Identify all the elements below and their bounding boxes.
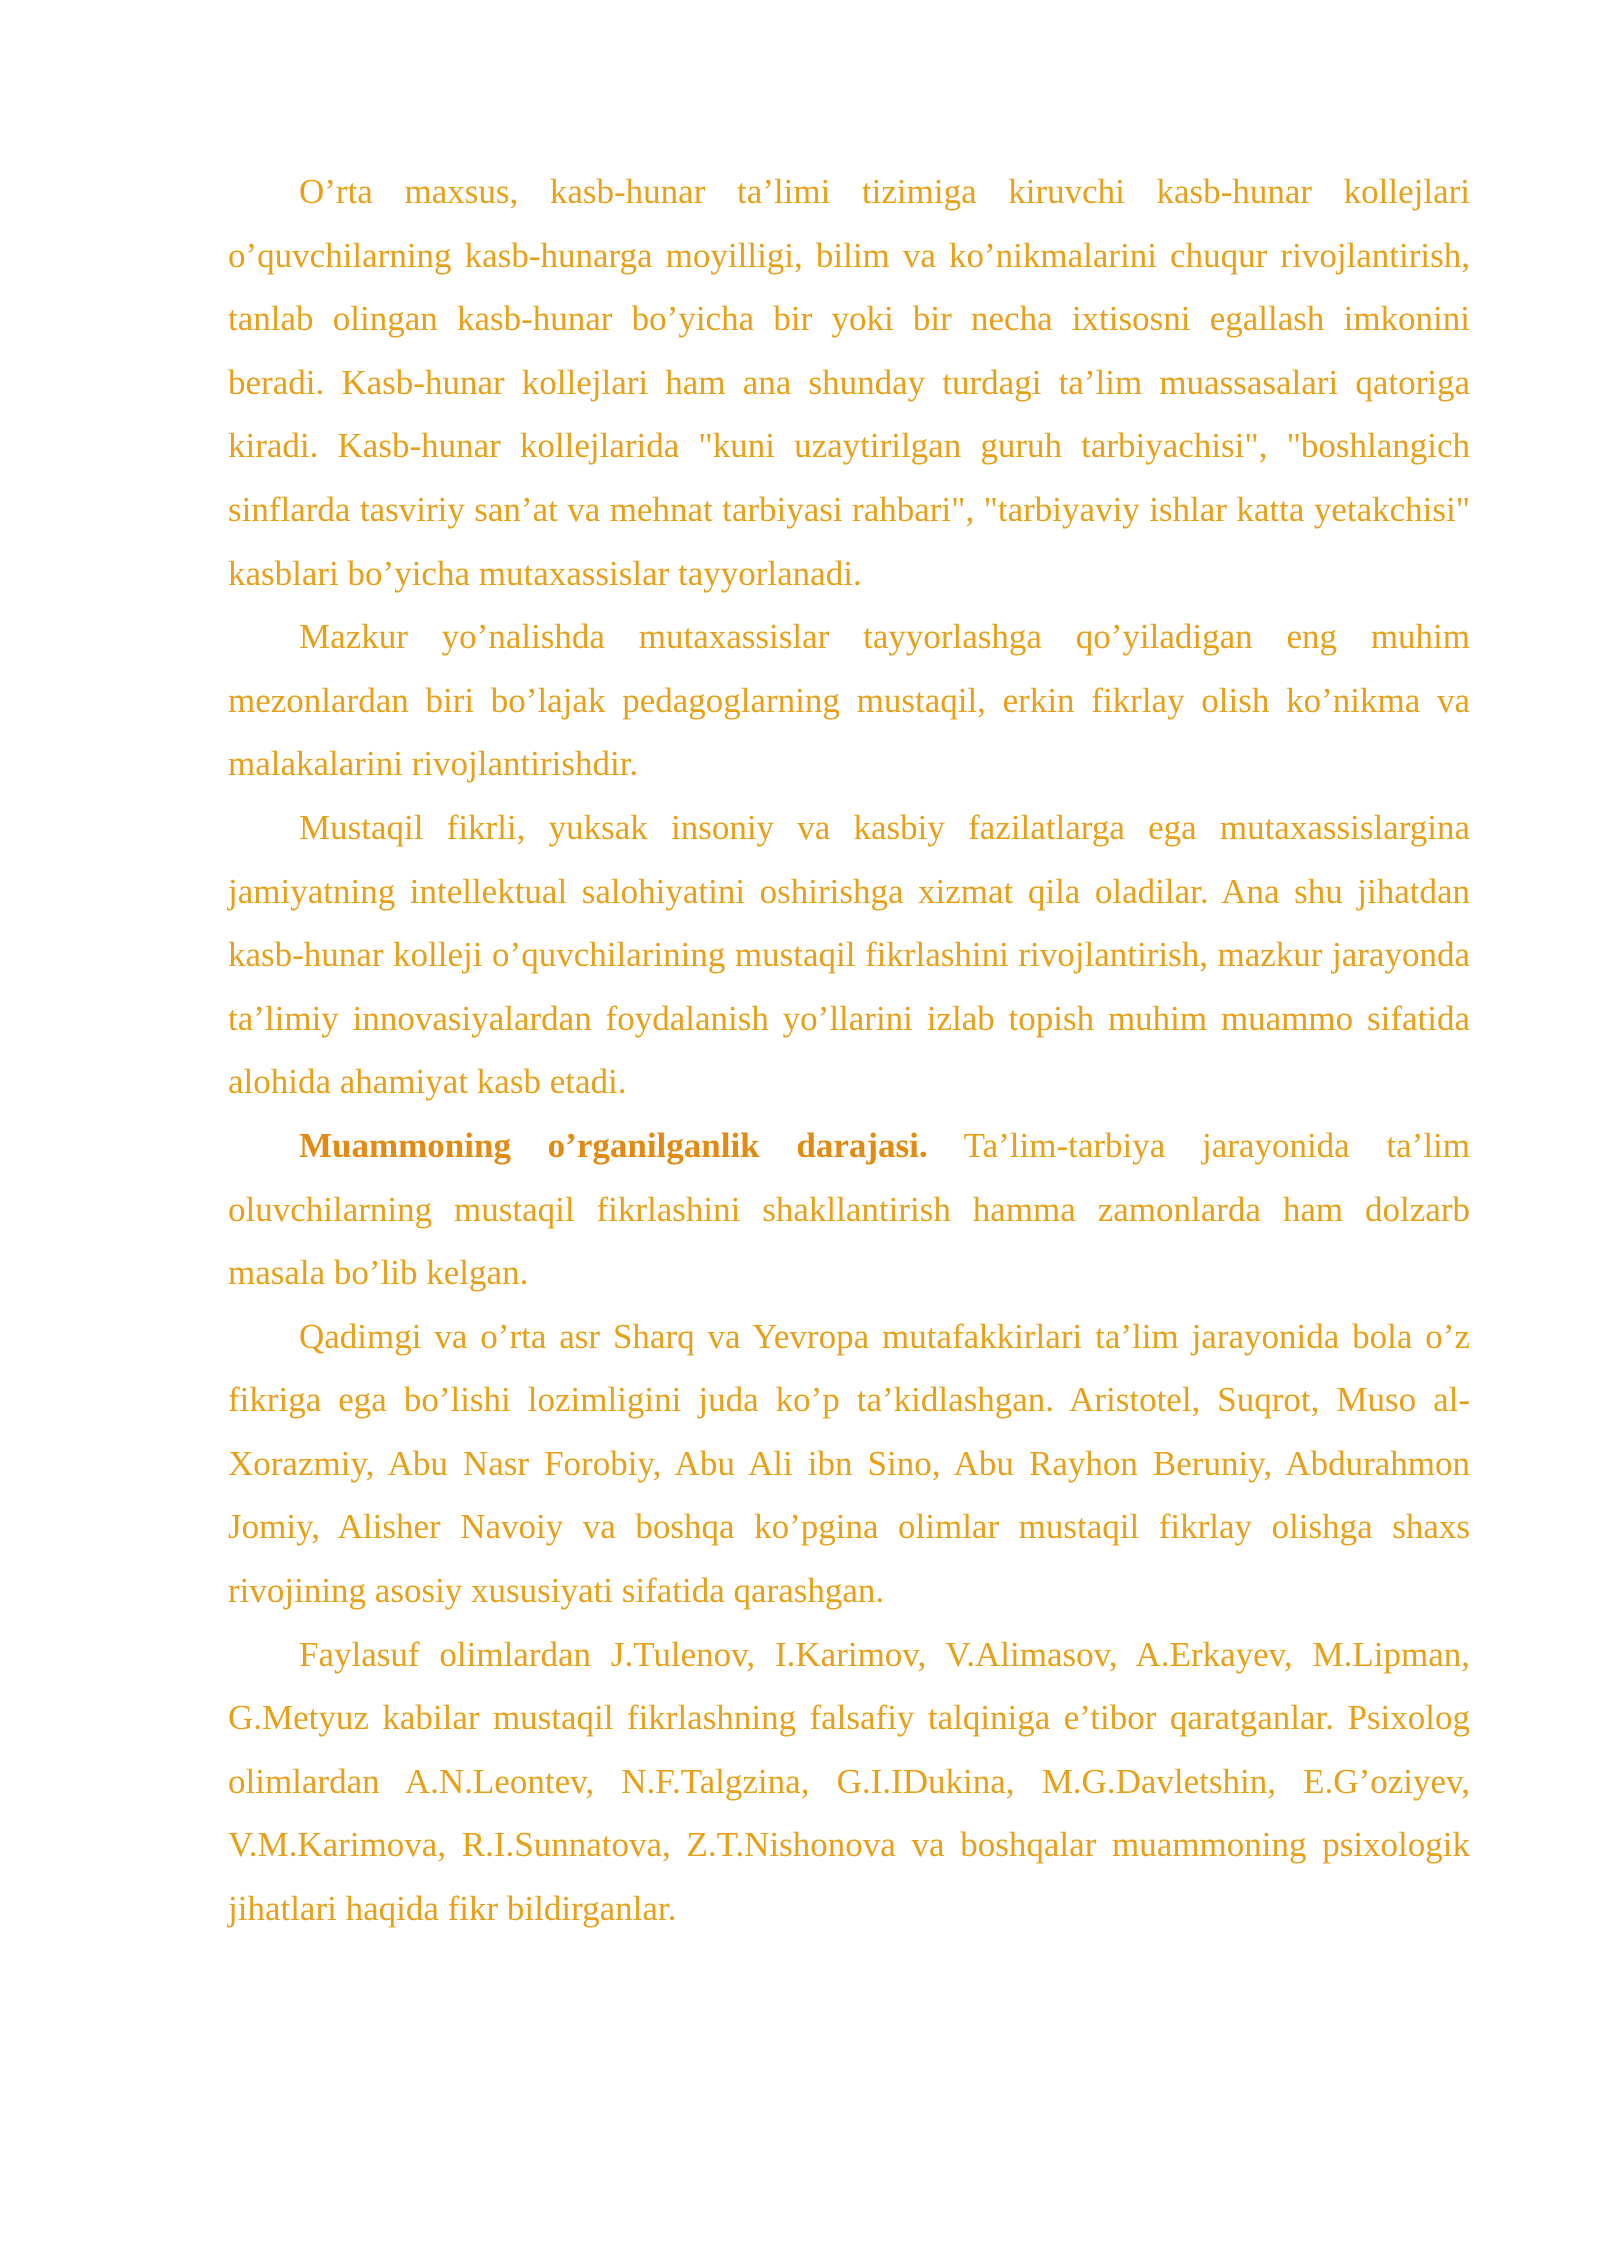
paragraph-2: Mazkur yo’nalishda mutaxassislar tayyorlashga qo’yiladigan eng muhim mezonlardan biri bo’lajak pedagoglarning mustaqil, erkin fikrlay olish ko’nikma va malakalarini rivojlantirishdir. <box>228 617 1470 784</box>
section-heading-inline: Muammoning o’rganilganlik darajasi. <box>299 1125 928 1165</box>
paragraph-5: Qadimgi va o’rta asr Sharq va Yevropa mutafakkirlari ta’lim jarayonida bola o’z fikriga ega bo’lishi lozimligini juda ko’p ta’kidlashgan. Aristotel, Suqrot, Muso al-Xorazmiy, Abu Nasr Forobiy, Abu Ali ibn Sino, Abu Rayhon Beruniy, Abdurahmon Jomiy, Alisher Navoiy va boshqa ko’pgina olimlar mustaqil fikrlay olishga shaxs rivojining asosiy xususiyati sifatida qarashgan. <box>228 1316 1470 1611</box>
paragraph-4-text: Ta’lim-tarbiya jarayonida ta’lim oluvchilarning mustaqil fikrlashini shakllantirish hamma zamonlarda ham dolzarb masala bo’lib kelgan. <box>228 1125 1470 1293</box>
paragraph-1: O’rta maxsus, kasb-hunar ta’limi tizimiga kiruvchi kasb-hunar kollejlari o’quvchilarning kasb-hunarga moyilligi, bilim va ko’nikmalarini chuqur rivojlantirish, tanlab olingan kasb-hunar bo’yicha bir yoki bir necha ixtisosni egallash imkonini beradi. Kasb-hunar kollejlari ham ana shunday turdagi ta’lim muassasalari qatoriga kiradi. Kasb-hunar kollejlarida "kuni uzaytirilgan guruh tarbiyachisi", "boshlangich sinflarda tasviriy san’at va mehnat tarbiyasi rahbari", "tarbiyaviy ishlar katta yetakchisi" kasblari bo’yicha mutaxassislar tayyorlanadi. <box>228 172 1470 593</box>
paragraph-6: Faylasuf olimlardan J.Tulenov, I.Karimov, V.Alimasov, A.Erkayev, M.Lipman, G.Metyuz kabilar mustaqil fikrlashning falsafiy talqiniga e’tibor qaratganlar. Psixolog olimlardan A.N.Leontev, N.F.Talgzina, G.I.IDukina, M.G.Davletshin, E.G’oziyev, V.M.Karimova, R.I.Sunnatova, Z.T.Nishonova va boshqalar muammoning psixologik jihatlari haqida fikr bildirganlar. <box>228 1634 1470 1929</box>
paragraph-4 <box>228 1114 1470 1305</box>
document-body <box>228 160 1470 1941</box>
paragraph-3: Mustaqil fikrli, yuksak insoniy va kasbiy fazilatlarga ega mutaxassislargina jamiyatning intellektual salohiyatini oshirishga xizmat qila oladilar. Ana shu jihatdan kasb-hunar kolleji o’quvchilarining mustaqil fikrlashini rivojlantirish, mazkur jarayonda ta’limiy innovasiyalardan foydalanish yo’llarini izlab topish muhim muammo sifatida alohida ahamiyat kasb etadi. <box>228 807 1470 1102</box>
